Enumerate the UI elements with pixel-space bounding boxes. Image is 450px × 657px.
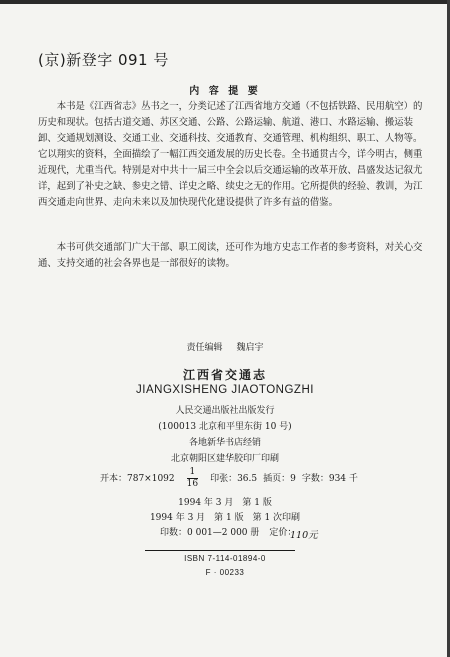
format-denominator: 16 (186, 479, 199, 489)
cip-registration-number: (京)新登字 091 号 (38, 51, 169, 69)
book-specs (100, 467, 364, 490)
divider-rule (145, 550, 295, 551)
word-count: 字数：934 千 (301, 474, 358, 484)
editor-credit (0, 340, 450, 353)
distributor: 各地新华书店经销 (188, 438, 261, 448)
scan-edge-top (0, 0, 450, 4)
print-sheets: 印张：36.5 (210, 474, 258, 484)
format-label: 开本：787×1092 (100, 474, 175, 484)
book-title-pinyin: JIANGXISHENG JIAOTONGZHI (136, 384, 314, 396)
book-title: 江西省交通志 (182, 368, 267, 382)
summary-paragraph-1: 本书是《江西省志》丛书之一，分类记述了江西省地方交通（不包括铁路、民用航空）的历史和现状。包括古道交通、苏区交通、公路、公路运输、航道、港口、水路运输、搬运装卸、交通规划测设、交通工业、交通科技、交通教育、交通管理、机构组织、职工、人物等。它以翔实的资料，全面描绘了一幅江西交通发展的历史长卷。全书通贯古今，详今明古，侧重近现代，尤重当代。特别是对中共十一届三中全会以后交通运输的改革开放、昌盛发达记叙尤详，起到了补史之缺、参史之错、详史之略、续史之无的作用。它所提供的经验、教训，为江西交通走向世界、走向未来以及加快现代化建设提供了许多有益的借鉴。 (38, 101, 423, 208)
editor-role: 责任编辑 (186, 343, 223, 353)
publisher-address: (100013 北京和平里东街 10 号) (158, 422, 292, 432)
publisher: 人民交通出版社出版发行 (175, 406, 275, 416)
summary-paragraph-2: 本书可供交通部门广大干部、职工阅读，还可作为地方史志工作者的参考资料，对关心交通、支持交通的社会各界也是一部很好的读物。 (38, 242, 423, 269)
format-fraction (187, 467, 204, 490)
classification-number: F · 00233 (205, 568, 245, 577)
print-run-line (160, 525, 296, 538)
print-run: 印数：0 001—2 000 册 (160, 528, 260, 538)
summary-heading: 内 容 提 要 (189, 86, 261, 97)
editor-name: 魏启宇 (236, 343, 264, 353)
plates: 插页：9 (263, 474, 296, 484)
price-label: 定价： (269, 528, 297, 538)
isbn: ISBN 7-114-01894-0 (184, 554, 266, 563)
printer: 北京朝阳区建华胶印厂印刷 (170, 454, 279, 464)
printing-line: 1994 年 3 月 第 1 版 第 1 次印刷 (149, 513, 301, 523)
edition-line: 1994 年 3 月 第 1 版 (178, 498, 272, 508)
format-numerator: 1 (187, 467, 198, 479)
price-handwritten: 110元 (290, 530, 318, 541)
